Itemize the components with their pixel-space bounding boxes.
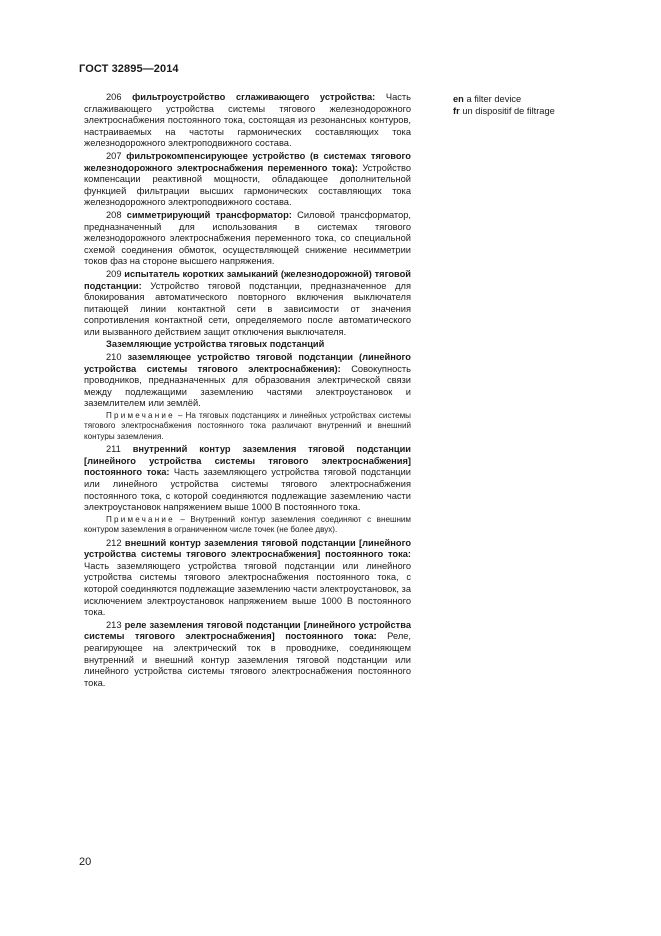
page-number: 20 <box>79 856 92 868</box>
term-definition: Устройство тяговой подстанции, предназначенное для блокирования автоматического повторного включения выключателя питающей линии контактной сети в зависимости от значения сопротивления контактной сети, определяемого после автоматического или вызванного действием защит отключения выключателя. <box>84 280 411 337</box>
term-number: 207 <box>106 150 122 161</box>
term-name: заземляющее устройство тяговой подстанции (линейного устройства системы тягового электроснабжения): <box>84 352 411 374</box>
section-heading: Заземляющие устройства тяговых подстанций <box>106 339 325 350</box>
lang-code: en <box>453 94 464 104</box>
translation-en <box>453 93 633 105</box>
term-entry-207 <box>84 151 411 209</box>
term-entry-206 <box>84 92 411 150</box>
translation-text: a filter device <box>466 94 522 104</box>
term-entry-213 <box>84 620 411 690</box>
term-number: 206 <box>106 92 122 102</box>
term-definition: Часть заземляющего устройства тяговой подстанции или линейного устройства системы тягового электроснабжения постоянного тока, с которой соединяются подлежащие заземлению части электроустановок, за исключением электроустановок напряжением выше 1000 В постоянного тока. <box>84 560 411 618</box>
term-definition: Реле, реагирующее на электрический ток в проводнике, соединяющем внутренний и внешний контур заземления тяговой подстанции или линейного устройства системы тягового электроснабжения постоянного тока. <box>84 631 411 688</box>
term-number: 208 <box>106 209 122 220</box>
term-entry-209 <box>84 269 411 339</box>
lang-code: fr <box>453 106 460 116</box>
term-definition: Силовой трансформатор, предназначенный для использования в системах тягового железнодорожного электроснабжения переменного тока, со специальной схемой соединения обмоток, осуществляющей снижение несимметрии токов фаз на стороне высшего напряжения. <box>84 209 412 267</box>
translation-column <box>453 93 633 117</box>
term-definition: Устройство компенсации реактивной мощности, обладающее дополнительной функцией фильтрации высших гармонических составляющих тока железнодорожного электроподвижного состава. <box>84 162 411 208</box>
note-2 <box>84 515 411 536</box>
term-name: реле заземления тяговой подстанции [линейного устройства системы тягового электроснабжения] постоянного тока: <box>84 619 411 642</box>
translation-fr <box>453 105 633 117</box>
term-definition: Совокупность проводников, предназначенных для образования электрической связи между подлежащими заземлению частями электроустановок и заземлителем или землёй. <box>84 363 411 409</box>
term-definition: Часть сглаживающего устройства системы тягового железнодорожного электроснабжения постоянного тока, состоящая из резонансных контуров, настраиваемых на частоты гармонических составляющих тока железнодорожного электроподвижного состава. <box>84 92 411 149</box>
term-number: 209 <box>106 268 122 279</box>
term-name: внешний контур заземления тяговой подстанции [линейного устройства системы тягового электроснабжения] постоянного тока: <box>84 537 411 560</box>
term-name: испытатель коротких замыканий (железнодорожной) тяговой подстанции: <box>84 268 411 291</box>
note-text: – На тяговых подстанциях и линейных устройствах системы тягового электроснабжения постоянного тока различают внутренний и внешний контуры заземления. <box>84 411 411 441</box>
term-definition: Часть заземляющего устройства тяговой подстанции или линейного устройства системы тягового электроснабжения постоянного тока, с которой соединяются подлежащие заземлению части электроустановок напряжением выше 1000 В постоянного тока. <box>84 467 411 513</box>
note-1 <box>84 411 411 442</box>
term-entry-210 <box>84 352 411 410</box>
note-text: – Внутренний контур заземления соединяют с внешним контуром заземления в ограниченном числе точек (не более двух). <box>84 514 411 535</box>
note-label: Примечание <box>106 411 175 421</box>
document-header: ГОСТ 32895—2014 <box>79 63 179 75</box>
main-column <box>84 92 411 690</box>
term-name: фильтроустройство сглаживающего устройства: <box>132 92 376 102</box>
term-number: 212 <box>106 537 122 548</box>
term-number: 210 <box>106 352 122 363</box>
term-entry-212 <box>84 538 411 619</box>
term-entry-208 <box>84 210 411 268</box>
note-label: Примечание <box>106 514 175 524</box>
term-entry-211 <box>84 444 411 514</box>
translation-text: un dispositif de filtrage <box>462 106 555 116</box>
term-number: 213 <box>106 619 122 630</box>
term-name: внутренний контур заземления тяговой подстанции [линейного устройства системы тягового электроснабжения] постоянного тока: <box>84 444 411 478</box>
term-name: симметрирующий трансформатор: <box>126 209 292 220</box>
term-number: 211 <box>106 444 121 455</box>
term-name: фильтрокомпенсирующее устройство (в системах тягового железнодорожного электроснабжения переменного тока): <box>84 150 411 173</box>
